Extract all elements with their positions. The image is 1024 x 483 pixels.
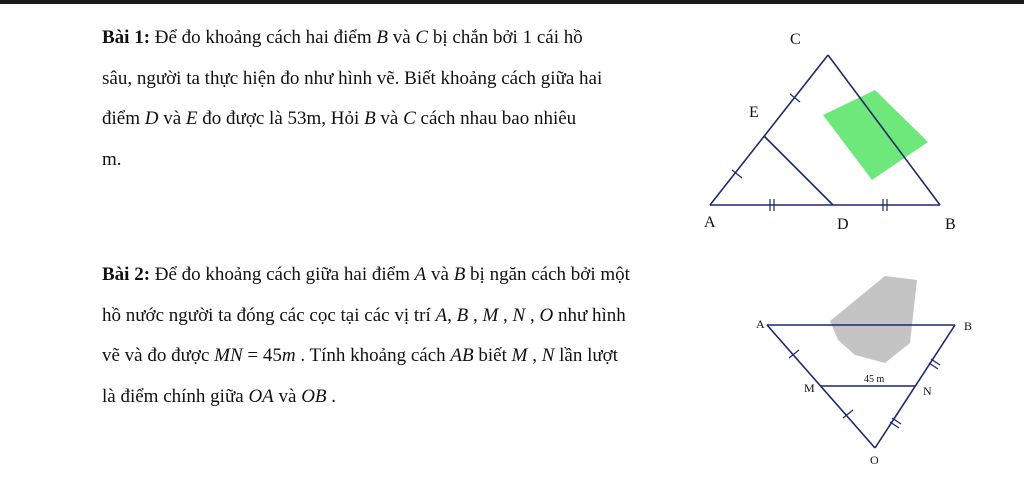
math-variable: AB <box>450 345 474 366</box>
text-segment: , <box>447 304 457 326</box>
math-variable: N <box>512 304 526 326</box>
text-segment: và <box>426 264 454 285</box>
text-segment: biết <box>473 345 512 366</box>
text-segment: Để đo khoảng cách giữa hai điểm <box>154 264 415 285</box>
text-segment: . <box>326 385 337 407</box>
label-point-b: B <box>964 319 973 333</box>
text-segment: Để đo khoảng cách hai điểm <box>154 27 377 48</box>
text-segment: lần lượt <box>554 345 618 366</box>
label-point-a: A <box>756 317 765 331</box>
math-variable: M <box>482 304 499 326</box>
problem-1-line-content <box>155 27 583 48</box>
text-segment: bị ngăn cách bởi một <box>465 264 630 285</box>
math-variable: C <box>415 27 429 48</box>
text-segment: bị chắn bởi 1 cái hồ <box>428 27 583 48</box>
top-border <box>0 0 1024 4</box>
math-variable: M <box>511 345 528 366</box>
problem-2-figure <box>745 268 995 478</box>
text-segment: vẽ và đo được <box>102 345 215 366</box>
label-point-a: A <box>704 214 716 231</box>
math-variable: A <box>435 304 448 326</box>
problem-2-line <box>102 336 752 377</box>
math-variable: D <box>144 108 159 129</box>
math-variable: B <box>376 27 388 48</box>
text-segment: là điểm chính giữa <box>102 385 249 407</box>
tick-no-2 <box>890 422 899 428</box>
text-segment: cách nhau bao nhiêu <box>415 108 577 129</box>
text-segment: và <box>375 108 404 129</box>
text-segment: . Tính khoảng cách <box>295 345 451 366</box>
problem-1-label: Bài 1: <box>102 27 151 48</box>
label-point-n: N <box>923 384 932 398</box>
math-variable: N <box>541 345 555 366</box>
label-point-o: O <box>870 453 879 467</box>
text-segment: = 45 <box>242 345 282 366</box>
tick-bn-2 <box>929 363 938 369</box>
text-segment: , <box>468 304 483 326</box>
label-point-b: B <box>945 216 956 233</box>
math-variable: m <box>281 345 296 366</box>
text-segment: và <box>158 108 186 129</box>
problem-1-line <box>102 140 702 181</box>
lake-shape <box>830 276 917 363</box>
math-variable: B <box>364 108 376 129</box>
text-segment: , <box>498 304 513 326</box>
problem-1-figure <box>700 20 990 240</box>
tick-bn-1 <box>931 359 940 365</box>
math-variable: O <box>539 304 554 326</box>
math-variable: B <box>456 304 469 326</box>
text-segment: , <box>525 304 540 326</box>
math-variable: OB <box>301 385 327 407</box>
problem-1-line <box>102 59 702 100</box>
label-point-c: C <box>790 31 801 48</box>
problem-2-label: Bài 2: <box>102 264 151 285</box>
problem-2-line <box>102 377 752 418</box>
math-variable: A <box>414 264 427 285</box>
problem-1-line <box>102 18 702 59</box>
math-variable: MN <box>214 345 243 366</box>
text-segment: và <box>273 385 302 407</box>
math-variable: B <box>453 264 466 285</box>
label-point-d: D <box>837 216 849 233</box>
problem-1-text <box>102 18 702 180</box>
segment-ed <box>764 136 833 205</box>
text-segment: m. <box>102 148 122 170</box>
text-segment: và <box>387 27 416 48</box>
math-variable: OA <box>248 385 274 407</box>
label-point-e: E <box>749 104 759 121</box>
problem-2-line <box>102 255 752 296</box>
text-segment: đo được là 53m, Hỏi <box>197 108 365 129</box>
label-point-m: M <box>804 381 815 395</box>
problem-2-text <box>102 255 752 417</box>
text-segment: điểm <box>102 108 145 129</box>
text-segment: hồ nước người ta đóng các cọc tại các vị trí <box>102 304 436 326</box>
measure-mn-label: 45 m <box>864 374 885 385</box>
problem-1-line <box>102 99 702 140</box>
text-segment: sâu, người ta thực hiện đo như hình vẽ. Biết khoảng cách giữa hai <box>102 67 603 89</box>
text-segment: , <box>527 345 542 366</box>
problem-2-line <box>102 296 752 337</box>
problem-2-line-content <box>155 264 630 285</box>
math-variable: E <box>185 108 198 129</box>
math-variable: C <box>403 108 416 129</box>
text-segment: như hình <box>553 304 626 326</box>
